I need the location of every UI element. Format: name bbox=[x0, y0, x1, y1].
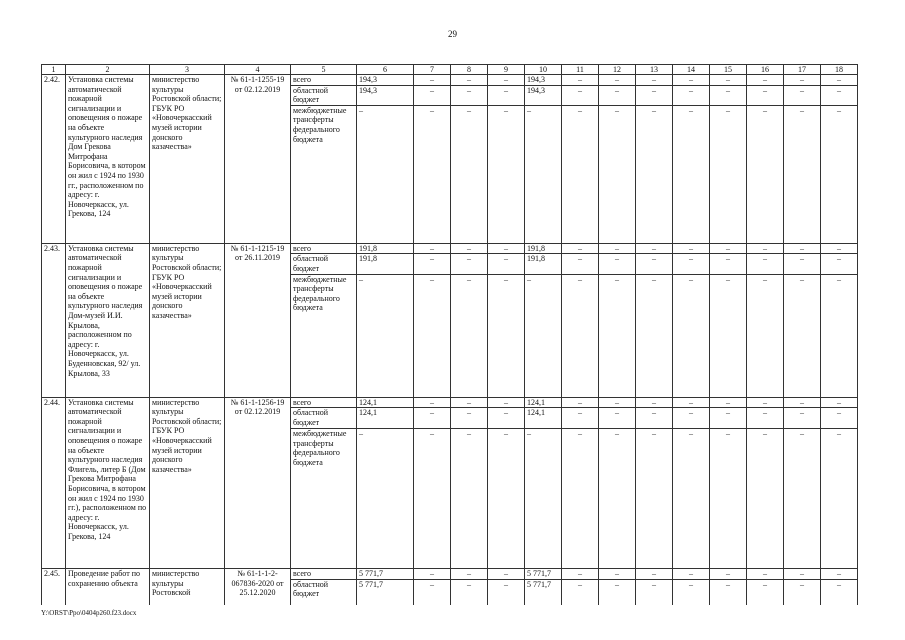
empty-value-col-16: – bbox=[747, 274, 784, 397]
header-col-1: 1 bbox=[42, 65, 66, 75]
empty-value-col-13: – bbox=[636, 243, 673, 254]
funding-source: областной бюджет bbox=[291, 579, 357, 605]
amount-col-10: 194,3 bbox=[525, 85, 562, 105]
row-number: 2.42. bbox=[42, 75, 66, 244]
measure-name: Установка системы автоматической пожарной сигнализации и оповещения о пожаре на объекте культурного наследия Дом Грекова Митрофана Борисовича, в котором он жил с 1924 по 1930 гг., расположенном по адресу: г. Новочеркасск, ул. Грекова, 124 bbox=[66, 75, 150, 244]
header-col-8: 8 bbox=[451, 65, 488, 75]
empty-value-col-11: – bbox=[562, 397, 599, 408]
amount-col-10: 191,8 bbox=[525, 254, 562, 274]
amount-col-6: 5 771,7 bbox=[357, 579, 414, 605]
empty-value-col-12: – bbox=[599, 254, 636, 274]
measure-name: Установка системы автоматической пожарной сигнализации и оповещения о пожаре на объекте культурного наследия Флигель, литер Б (Дом Грекова Митрофана Борисовича, в котором он жил с 1924 по 1930 гг.), расположенном по адресу: г. Новочеркасск, ул. Грекова, 124 bbox=[66, 397, 150, 569]
header-col-11: 11 bbox=[562, 65, 599, 75]
empty-value-col-15: – bbox=[710, 579, 747, 605]
empty-value-col-14: – bbox=[673, 274, 710, 397]
empty-value-col-9: – bbox=[488, 243, 525, 254]
empty-value-col-7: – bbox=[414, 254, 451, 274]
empty-value-col-7: – bbox=[414, 408, 451, 429]
document-cell: № 61-1-1-2-067836-2020 от 25.12.2020 bbox=[225, 569, 291, 605]
empty-value-col-11: – bbox=[562, 408, 599, 429]
empty-value-col-8: – bbox=[451, 397, 488, 408]
amount-col-6: 194,3 bbox=[357, 85, 414, 105]
empty-value-col-11: – bbox=[562, 75, 599, 86]
empty-value-col-9: – bbox=[488, 579, 525, 605]
header-col-7: 7 bbox=[414, 65, 451, 75]
table-row bbox=[42, 397, 858, 408]
empty-value-col-17: – bbox=[784, 397, 821, 408]
header-col-5: 5 bbox=[291, 65, 357, 75]
amount-col-10: 191,8 bbox=[525, 243, 562, 254]
empty-value-col-14: – bbox=[673, 254, 710, 274]
empty-value-col-16: – bbox=[747, 105, 784, 243]
funding-source: областной бюджет bbox=[291, 254, 357, 274]
amount-col-6: 191,8 bbox=[357, 254, 414, 274]
empty-value-col-7: – bbox=[414, 243, 451, 254]
empty-value-col-16: – bbox=[747, 579, 784, 605]
empty-value-col-9: – bbox=[488, 429, 525, 569]
empty-value-col-18: – bbox=[821, 254, 858, 274]
empty-value-col-15: – bbox=[710, 429, 747, 569]
header-col-6: 6 bbox=[357, 65, 414, 75]
header-row bbox=[42, 65, 858, 75]
executor-cell: министерство культуры Ростовской области; ГБУК РО «Новочеркасский музей истории донского казачества» bbox=[150, 397, 225, 569]
empty-value-col-17: – bbox=[784, 429, 821, 569]
amount-col-6: 124,1 bbox=[357, 408, 414, 429]
amount-col-10: – bbox=[525, 105, 562, 243]
empty-value-col-9: – bbox=[488, 408, 525, 429]
empty-value-col-14: – bbox=[673, 408, 710, 429]
header-col-10: 10 bbox=[525, 65, 562, 75]
empty-value-col-7: – bbox=[414, 429, 451, 569]
measure-name: Проведение работ по сохранению объекта bbox=[66, 569, 150, 605]
empty-value-col-13: – bbox=[636, 397, 673, 408]
amount-col-10: 124,1 bbox=[525, 408, 562, 429]
empty-value-col-12: – bbox=[599, 105, 636, 243]
empty-value-col-12: – bbox=[599, 243, 636, 254]
empty-value-col-12: – bbox=[599, 274, 636, 397]
empty-value-col-15: – bbox=[710, 75, 747, 86]
empty-value-col-18: – bbox=[821, 579, 858, 605]
funding-source: всего bbox=[291, 569, 357, 580]
funding-source: всего bbox=[291, 75, 357, 86]
empty-value-col-16: – bbox=[747, 569, 784, 580]
empty-value-col-17: – bbox=[784, 243, 821, 254]
empty-value-col-8: – bbox=[451, 429, 488, 569]
empty-value-col-15: – bbox=[710, 254, 747, 274]
empty-value-col-18: – bbox=[821, 85, 858, 105]
executor-cell: министерство культуры Ростовской области; ГБУК РО «Новочеркасский музей истории донского казачества» bbox=[150, 243, 225, 397]
funding-source: межбюджетные трансферты федерального бюджета bbox=[291, 105, 357, 243]
table-row bbox=[42, 569, 858, 580]
executor-cell: министерство культуры Ростовской области; ГБУК РО «Новочеркасский музей истории донского казачества» bbox=[150, 75, 225, 244]
header-col-13: 13 bbox=[636, 65, 673, 75]
page-number: 29 bbox=[448, 29, 457, 39]
amount-col-6: – bbox=[357, 274, 414, 397]
empty-value-col-8: – bbox=[451, 75, 488, 86]
empty-value-col-15: – bbox=[710, 397, 747, 408]
empty-value-col-16: – bbox=[747, 243, 784, 254]
empty-value-col-16: – bbox=[747, 75, 784, 86]
empty-value-col-13: – bbox=[636, 85, 673, 105]
empty-value-col-17: – bbox=[784, 75, 821, 86]
header-col-3: 3 bbox=[150, 65, 225, 75]
empty-value-col-11: – bbox=[562, 105, 599, 243]
measure-name: Установка системы автоматической пожарной сигнализации и оповещения о пожаре на объекте культурного наследия Дом-музей И.И. Крылова, расположенном по адресу: г. Новочеркасск, ул. Буденновская, 92/ ул. Крылова, 33 bbox=[66, 243, 150, 397]
empty-value-col-18: – bbox=[821, 105, 858, 243]
amount-col-6: – bbox=[357, 105, 414, 243]
empty-value-col-17: – bbox=[784, 274, 821, 397]
empty-value-col-7: – bbox=[414, 75, 451, 86]
amount-col-10: 124,1 bbox=[525, 397, 562, 408]
empty-value-col-15: – bbox=[710, 85, 747, 105]
empty-value-col-13: – bbox=[636, 274, 673, 397]
empty-value-col-11: – bbox=[562, 579, 599, 605]
empty-value-col-11: – bbox=[562, 569, 599, 580]
funding-source: всего bbox=[291, 397, 357, 408]
empty-value-col-7: – bbox=[414, 569, 451, 580]
table-row bbox=[42, 75, 858, 86]
empty-value-col-7: – bbox=[414, 397, 451, 408]
amount-col-6: 191,8 bbox=[357, 243, 414, 254]
program-table bbox=[41, 64, 858, 605]
empty-value-col-15: – bbox=[710, 105, 747, 243]
empty-value-col-9: – bbox=[488, 105, 525, 243]
empty-value-col-17: – bbox=[784, 569, 821, 580]
empty-value-col-14: – bbox=[673, 397, 710, 408]
document-cell: № 61-1-1215-19 от 26.11.2019 bbox=[225, 243, 291, 397]
empty-value-col-8: – bbox=[451, 85, 488, 105]
header-col-17: 17 bbox=[784, 65, 821, 75]
empty-value-col-8: – bbox=[451, 105, 488, 243]
empty-value-col-12: – bbox=[599, 569, 636, 580]
empty-value-col-18: – bbox=[821, 429, 858, 569]
empty-value-col-13: – bbox=[636, 429, 673, 569]
empty-value-col-7: – bbox=[414, 274, 451, 397]
empty-value-col-8: – bbox=[451, 569, 488, 580]
table-viewport bbox=[41, 64, 871, 605]
funding-source: межбюджетные трансферты федерального бюджета bbox=[291, 429, 357, 569]
empty-value-col-17: – bbox=[784, 105, 821, 243]
amount-col-6: 124,1 bbox=[357, 397, 414, 408]
empty-value-col-7: – bbox=[414, 105, 451, 243]
empty-value-col-11: – bbox=[562, 429, 599, 569]
executor-cell: министерство культуры Ростовской bbox=[150, 569, 225, 605]
empty-value-col-16: – bbox=[747, 429, 784, 569]
empty-value-col-18: – bbox=[821, 75, 858, 86]
empty-value-col-15: – bbox=[710, 243, 747, 254]
amount-col-10: 5 771,7 bbox=[525, 579, 562, 605]
empty-value-col-13: – bbox=[636, 579, 673, 605]
empty-value-col-13: – bbox=[636, 105, 673, 243]
empty-value-col-18: – bbox=[821, 274, 858, 397]
empty-value-col-8: – bbox=[451, 254, 488, 274]
empty-value-col-13: – bbox=[636, 408, 673, 429]
table-row bbox=[42, 243, 858, 254]
header-col-2: 2 bbox=[66, 65, 150, 75]
empty-value-col-12: – bbox=[599, 75, 636, 86]
empty-value-col-17: – bbox=[784, 254, 821, 274]
amount-col-10: – bbox=[525, 429, 562, 569]
empty-value-col-9: – bbox=[488, 397, 525, 408]
empty-value-col-9: – bbox=[488, 274, 525, 397]
empty-value-col-18: – bbox=[821, 408, 858, 429]
empty-value-col-12: – bbox=[599, 429, 636, 569]
empty-value-col-12: – bbox=[599, 579, 636, 605]
empty-value-col-17: – bbox=[784, 85, 821, 105]
empty-value-col-11: – bbox=[562, 85, 599, 105]
empty-value-col-8: – bbox=[451, 243, 488, 254]
row-number: 2.44. bbox=[42, 397, 66, 569]
amount-col-10: – bbox=[525, 274, 562, 397]
empty-value-col-11: – bbox=[562, 243, 599, 254]
header-col-4: 4 bbox=[225, 65, 291, 75]
funding-source: областной бюджет bbox=[291, 408, 357, 429]
row-number: 2.43. bbox=[42, 243, 66, 397]
empty-value-col-14: – bbox=[673, 569, 710, 580]
empty-value-col-9: – bbox=[488, 569, 525, 580]
empty-value-col-11: – bbox=[562, 274, 599, 397]
empty-value-col-8: – bbox=[451, 579, 488, 605]
empty-value-col-17: – bbox=[784, 579, 821, 605]
header-col-14: 14 bbox=[673, 65, 710, 75]
header-col-18: 18 bbox=[821, 65, 858, 75]
empty-value-col-13: – bbox=[636, 569, 673, 580]
empty-value-col-13: – bbox=[636, 254, 673, 274]
empty-value-col-9: – bbox=[488, 85, 525, 105]
empty-value-col-8: – bbox=[451, 408, 488, 429]
header-col-15: 15 bbox=[710, 65, 747, 75]
empty-value-col-14: – bbox=[673, 105, 710, 243]
empty-value-col-18: – bbox=[821, 397, 858, 408]
empty-value-col-7: – bbox=[414, 85, 451, 105]
empty-value-col-7: – bbox=[414, 579, 451, 605]
funding-source: межбюджетные трансферты федерального бюджета bbox=[291, 274, 357, 397]
document-cell: № 61-1-1255-19 от 02.12.2019 bbox=[225, 75, 291, 244]
empty-value-col-12: – bbox=[599, 408, 636, 429]
empty-value-col-16: – bbox=[747, 397, 784, 408]
empty-value-col-8: – bbox=[451, 274, 488, 397]
empty-value-col-12: – bbox=[599, 397, 636, 408]
empty-value-col-16: – bbox=[747, 85, 784, 105]
amount-col-6: – bbox=[357, 429, 414, 569]
document-cell: № 61-1-1256-19 от 02.12.2019 bbox=[225, 397, 291, 569]
empty-value-col-9: – bbox=[488, 75, 525, 86]
empty-value-col-13: – bbox=[636, 75, 673, 86]
amount-col-10: 5 771,7 bbox=[525, 569, 562, 580]
empty-value-col-14: – bbox=[673, 75, 710, 86]
empty-value-col-15: – bbox=[710, 569, 747, 580]
funding-source: всего bbox=[291, 243, 357, 254]
empty-value-col-12: – bbox=[599, 85, 636, 105]
empty-value-col-14: – bbox=[673, 579, 710, 605]
header-col-9: 9 bbox=[488, 65, 525, 75]
empty-value-col-16: – bbox=[747, 254, 784, 274]
empty-value-col-18: – bbox=[821, 243, 858, 254]
empty-value-col-17: – bbox=[784, 408, 821, 429]
header-col-12: 12 bbox=[599, 65, 636, 75]
amount-col-10: 194,3 bbox=[525, 75, 562, 86]
empty-value-col-18: – bbox=[821, 569, 858, 580]
empty-value-col-11: – bbox=[562, 254, 599, 274]
empty-value-col-15: – bbox=[710, 274, 747, 397]
header-col-16: 16 bbox=[747, 65, 784, 75]
file-path-footer: Y:\ORST\Ppo\0404p260.f23.docx bbox=[41, 609, 137, 617]
empty-value-col-14: – bbox=[673, 429, 710, 569]
empty-value-col-15: – bbox=[710, 408, 747, 429]
empty-value-col-9: – bbox=[488, 254, 525, 274]
funding-source: областной бюджет bbox=[291, 85, 357, 105]
empty-value-col-14: – bbox=[673, 243, 710, 254]
amount-col-6: 5 771,7 bbox=[357, 569, 414, 580]
empty-value-col-16: – bbox=[747, 408, 784, 429]
amount-col-6: 194,3 bbox=[357, 75, 414, 86]
empty-value-col-14: – bbox=[673, 85, 710, 105]
row-number: 2.45. bbox=[42, 569, 66, 605]
